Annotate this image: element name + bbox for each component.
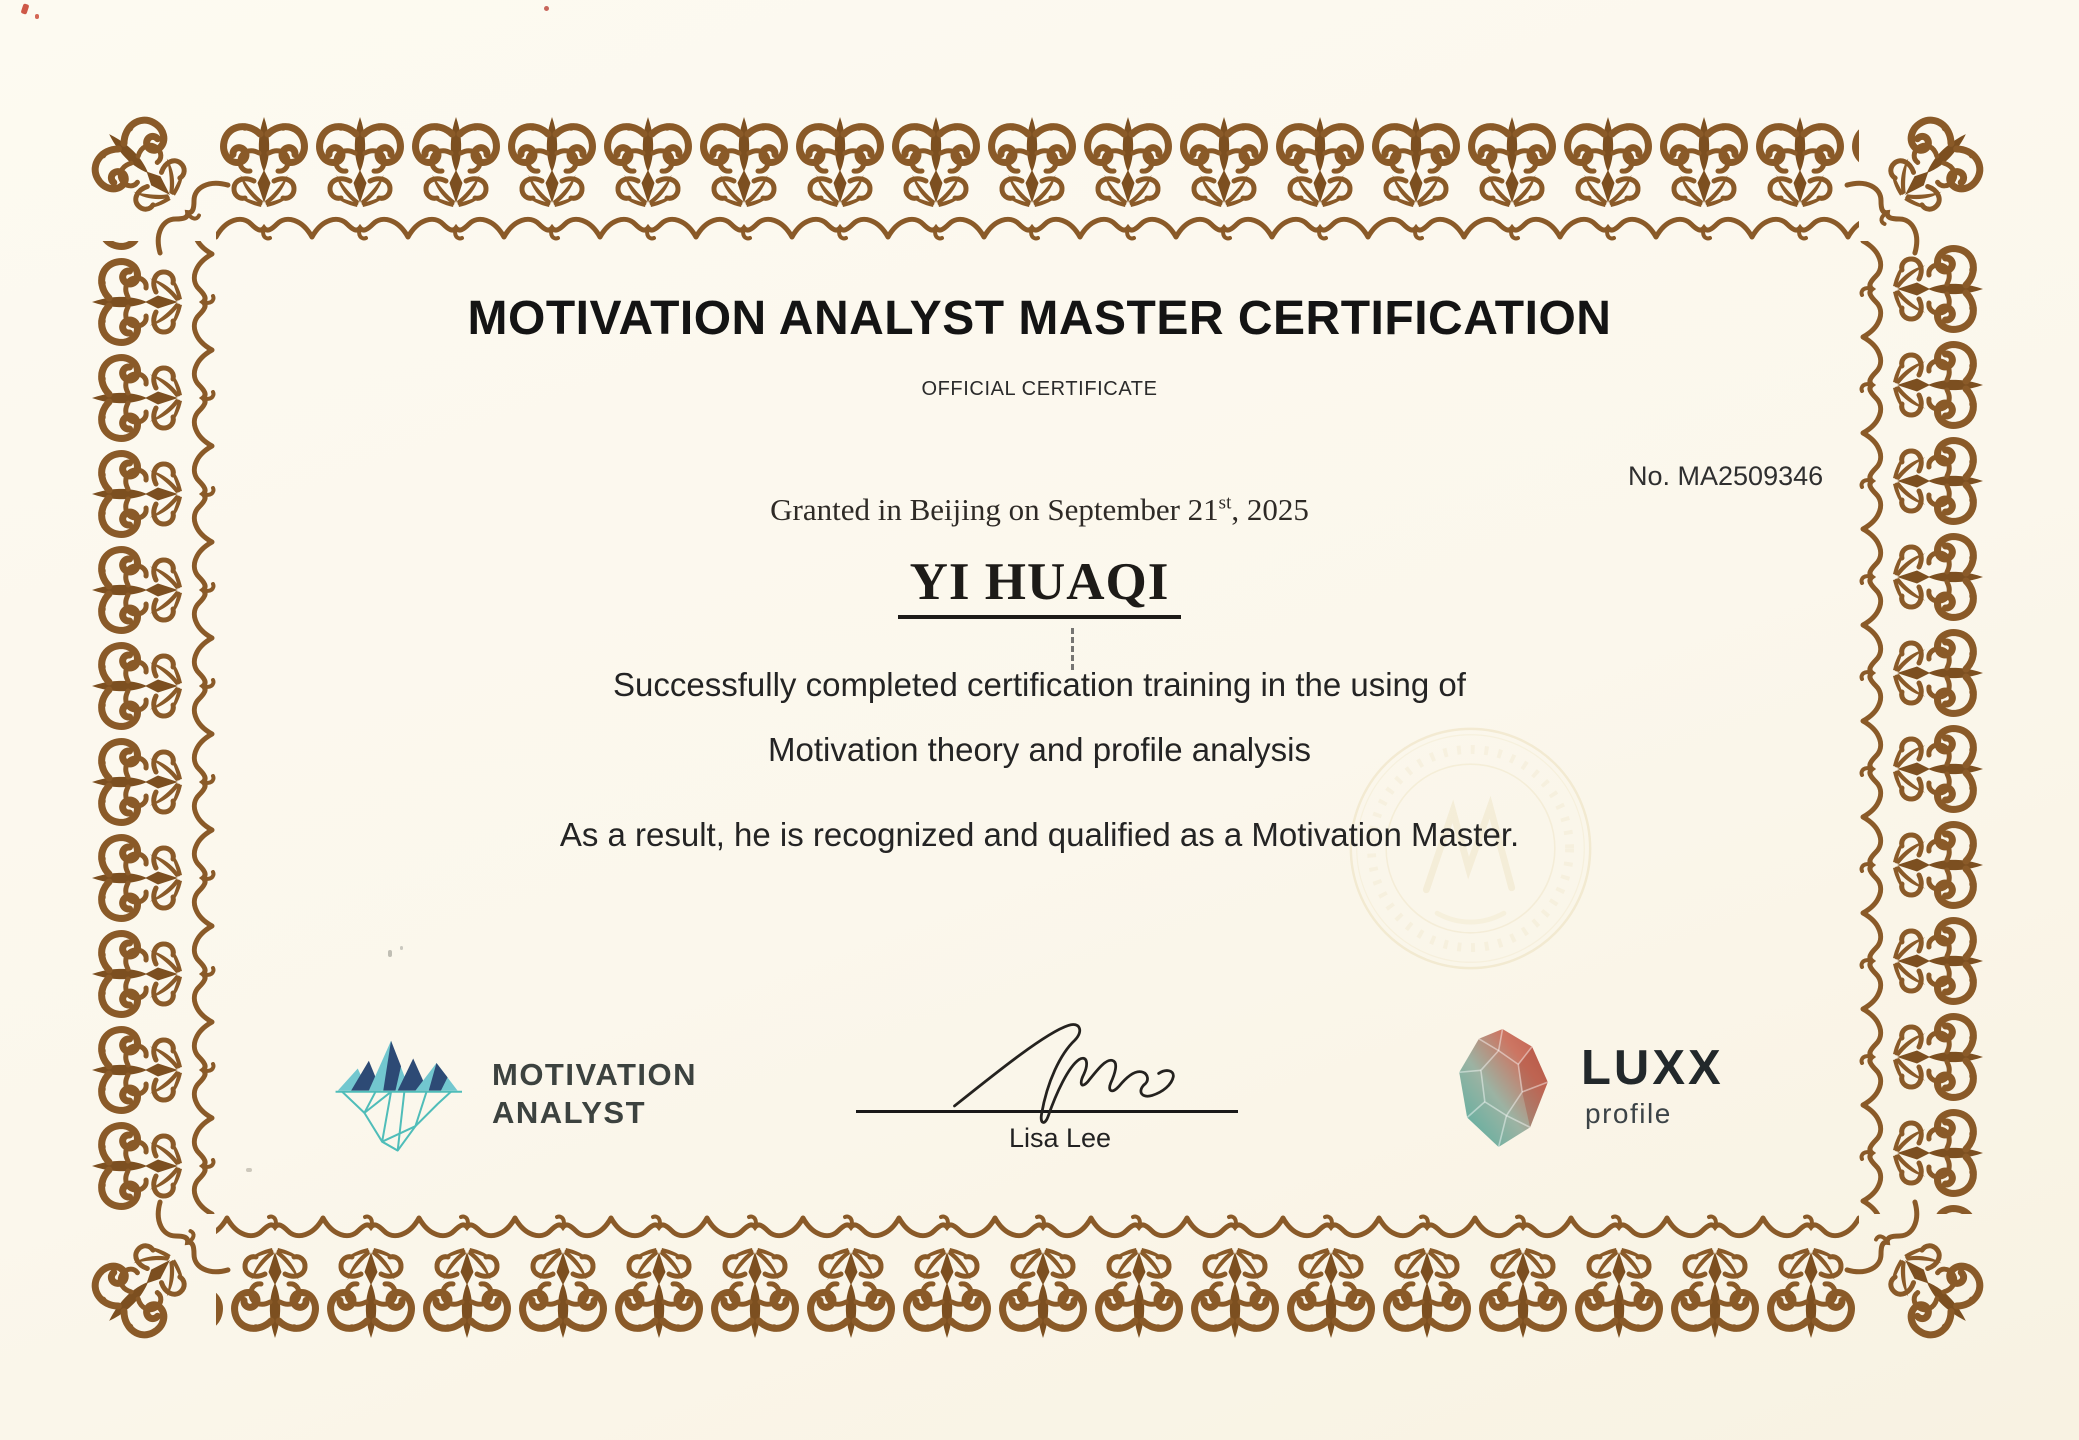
gem-icon: [1455, 1027, 1554, 1149]
issuer-wordmark-line2: ANALYST: [492, 1095, 647, 1130]
issuer-wordmark-line1: MOTIVATION: [492, 1057, 697, 1092]
signatory-name: Lisa Lee: [1008, 1123, 1112, 1153]
signature-scribble-icon: [948, 1005, 1192, 1137]
registration-mark: [1071, 628, 1074, 670]
recipient-row: [0, 552, 2079, 619]
issuer-wordmark: [492, 1056, 697, 1132]
body-line-1: Successfully completed certification training in the using of: [613, 666, 1466, 703]
granted-text: Granted in Beijing on September 21: [770, 492, 1219, 527]
scan-artifact: [246, 1168, 252, 1172]
partner-wordmark: LUXX: [1581, 1041, 1724, 1095]
granted-line: [0, 492, 2079, 528]
certificate-title: MOTIVATION ANALYST MASTER CERTIFICATION: [467, 292, 1612, 345]
body-line-2: Motivation theory and profile analysis: [768, 731, 1311, 768]
recipient-name: YI HUAQI: [898, 552, 1182, 619]
certificate-number: No. MA2509346: [1628, 461, 1824, 491]
scan-artifact: [35, 14, 39, 19]
certificate-subtitle: OFFICIAL CERTIFICATE: [921, 378, 1158, 400]
scan-artifact: [400, 946, 403, 950]
partner-descriptor: profile: [1585, 1098, 1672, 1129]
granted-year: , 2025: [1231, 492, 1309, 527]
granted-ordinal: st: [1218, 492, 1232, 514]
iceberg-icon: [326, 1033, 476, 1155]
scan-artifact: [544, 6, 549, 11]
scan-artifact: [388, 950, 392, 957]
body-line-3: As a result, he is recognized and qualified as a Motivation Master.: [559, 816, 1520, 853]
